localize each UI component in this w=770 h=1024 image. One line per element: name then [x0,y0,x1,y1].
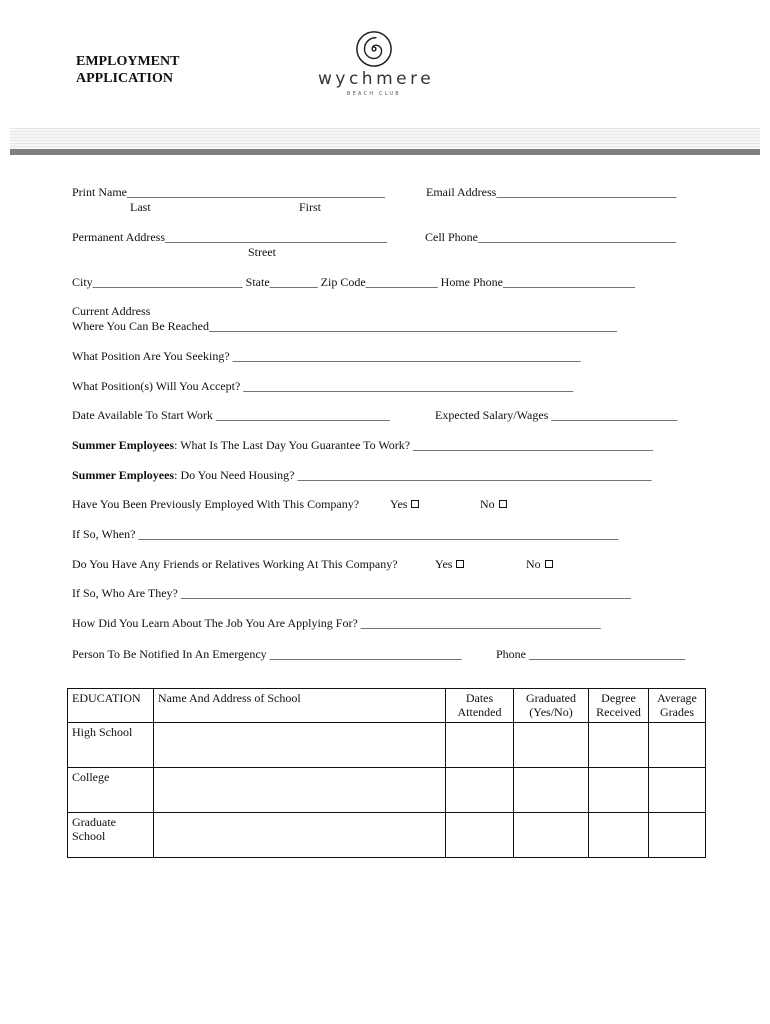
summer-last-day-field[interactable] [72,438,653,452]
table-row [68,723,706,768]
education-header-cell [589,689,649,723]
summer-housing-text: : Do You Need Housing? ___________________________________________________________ [174,468,652,482]
checkbox-icon[interactable] [411,500,419,508]
street-caption: Street [248,245,276,259]
education-entry-cell[interactable] [589,768,649,813]
emergency-phone-field[interactable]: Phone __________________________ [496,647,685,661]
last-name-caption: Last [130,200,151,214]
header-divider [10,149,760,155]
education-entry-cell[interactable] [154,723,446,768]
education-level-label: High School [72,725,133,739]
spiral-logo-icon [355,30,393,68]
header-cell-text: Average [657,691,697,705]
education-entry-cell[interactable] [154,813,446,858]
company-logo [318,30,435,97]
education-entry-cell[interactable] [514,723,589,768]
position-seeking-field[interactable]: What Position Are You Seeking? __________________________________________________________ [72,349,581,363]
print-name-field[interactable]: Print Name___________________________________________ [72,185,385,199]
header-cell-text: Grades [660,705,694,719]
yes-label: Yes [390,497,408,511]
header-cell-text: Received [596,705,641,719]
first-name-caption: First [299,200,322,214]
header-cell-text: Name And Address of School [158,691,301,705]
education-header-cell [649,689,706,723]
title-line-2: APPLICATION [76,71,173,86]
table-row [68,768,706,813]
logo-tagline: BEACH CLUB [347,91,401,97]
friends-no-option[interactable] [526,557,553,571]
header-cell-text: Attended [457,705,502,719]
education-level-label: College [72,770,110,784]
education-level-label: Graduate [72,815,116,829]
education-entry-cell[interactable] [446,723,514,768]
title-line-1: EMPLOYMENT [76,54,180,69]
education-entry-cell[interactable] [649,813,706,858]
header-cell-text: EDUCATION [72,691,141,705]
education-entry-cell[interactable] [154,768,446,813]
summer-employees-label: Summer Employees [72,438,175,452]
checkbox-icon[interactable] [456,560,464,568]
education-entry-cell[interactable] [514,768,589,813]
prev-employed-yes-option[interactable] [390,497,419,511]
summer-housing-field[interactable] [72,468,651,482]
page-title [76,53,179,87]
current-address-field[interactable]: Where You Can Be Reached____________________________________________________________________ [72,319,617,333]
education-header-row [68,689,706,723]
no-label: No [480,497,495,511]
expected-salary-field[interactable]: Expected Salary/Wages _____________________ [435,408,678,422]
education-header-cell [68,689,154,723]
if-so-when-field[interactable]: If So, When? ________________________________________________________________________________ [72,527,619,541]
position-accept-field[interactable]: What Position(s) Will You Accept? _______________________________________________________ [72,379,574,393]
education-level-label: School [72,829,106,843]
checkbox-icon[interactable] [499,500,507,508]
permanent-address-field[interactable]: Permanent Address_____________________________________ [72,230,387,244]
education-header-cell [154,689,446,723]
checkbox-icon[interactable] [545,560,553,568]
if-so-who-field[interactable]: If So, Who Are They? ___________________________________________________________________________ [72,586,631,600]
education-level-cell [68,768,154,813]
how-learn-field[interactable]: How Did You Learn About The Job You Are Applying For? ________________________________________ [72,616,601,630]
education-table [67,688,706,858]
education-entry-cell[interactable] [649,768,706,813]
current-address-label: Current Address [72,304,151,318]
header-cell-text: Dates [465,691,494,705]
city-state-zip-phone-field[interactable]: City_________________________ State________ Zip Code____________ Home Phone______________________ [72,275,635,289]
friends-yes-option[interactable] [435,557,464,571]
no-label: No [526,557,541,571]
previously-employed-question: Have You Been Previously Employed With This Company? [72,497,360,511]
education-entry-cell[interactable] [514,813,589,858]
education-entry-cell[interactable] [589,813,649,858]
table-row [68,813,706,858]
email-address-field[interactable]: Email Address______________________________ [426,185,677,199]
header-cell-text: (Yes/No) [529,705,573,719]
education-header-cell [446,689,514,723]
education-level-cell [68,813,154,858]
prev-employed-no-option[interactable] [480,497,507,511]
education-header-cell [514,689,589,723]
summer-last-day-text: : What Is The Last Day You Guarantee To Work? ________________________________________ [174,438,654,452]
education-level-cell [68,723,154,768]
cell-phone-field[interactable]: Cell Phone_________________________________ [425,230,676,244]
header-cell-text: Degree [601,691,636,705]
emergency-contact-field[interactable]: Person To Be Notified In An Emergency ________________________________ [72,647,462,661]
education-entry-cell[interactable] [589,723,649,768]
logo-wordmark: wychmere [318,69,435,89]
yes-label: Yes [435,557,453,571]
date-available-field[interactable]: Date Available To Start Work _____________________________ [72,408,390,422]
education-entry-cell[interactable] [649,723,706,768]
friends-relatives-question: Do You Have Any Friends or Relatives Working At This Company? [72,557,398,571]
education-entry-cell[interactable] [446,813,514,858]
summer-employees-label: Summer Employees [72,468,175,482]
header-cell-text: Graduated [526,691,576,705]
education-entry-cell[interactable] [446,768,514,813]
